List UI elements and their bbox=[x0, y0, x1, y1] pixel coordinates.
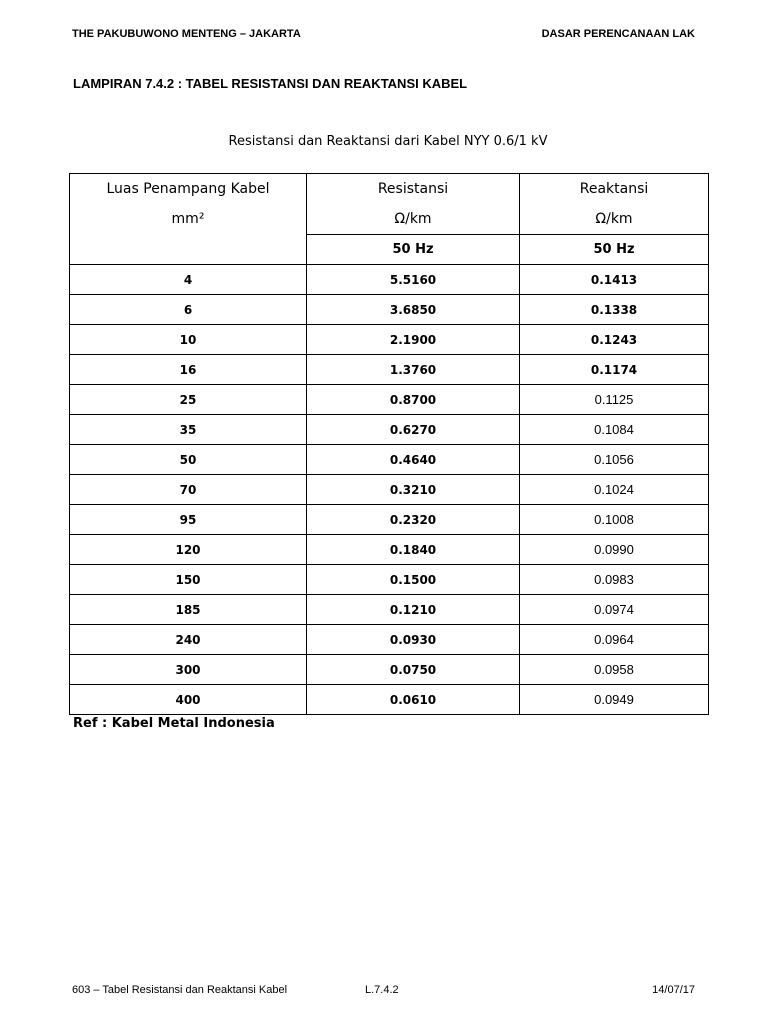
cell-reactance: 0.1084 bbox=[520, 415, 709, 445]
table-row bbox=[70, 445, 709, 475]
cell-cross-section: 10 bbox=[70, 325, 307, 355]
table-row bbox=[70, 475, 709, 505]
cell-resistance: 0.1500 bbox=[307, 565, 520, 595]
cell-reactance: 0.0983 bbox=[520, 565, 709, 595]
cell-cross-section: 120 bbox=[70, 535, 307, 565]
table-row bbox=[70, 625, 709, 655]
cell-resistance: 0.2320 bbox=[307, 505, 520, 535]
cell-resistance: 0.1210 bbox=[307, 595, 520, 625]
cell-cross-section: 150 bbox=[70, 565, 307, 595]
cell-cross-section: 35 bbox=[70, 415, 307, 445]
cell-resistance: 3.6850 bbox=[307, 295, 520, 325]
table-row bbox=[70, 325, 709, 355]
header-document-name: DASAR PERENCANAAN LAK bbox=[541, 28, 695, 40]
cell-reactance: 0.1338 bbox=[520, 295, 709, 325]
header-reactance bbox=[520, 174, 709, 235]
header-project-name: THE PAKUBUWONO MENTENG – JAKARTA bbox=[72, 28, 301, 40]
table-row bbox=[70, 415, 709, 445]
cell-reactance: 0.1174 bbox=[520, 355, 709, 385]
cell-resistance: 5.5160 bbox=[307, 265, 520, 295]
cell-reactance: 0.1125 bbox=[520, 385, 709, 415]
cell-cross-section: 70 bbox=[70, 475, 307, 505]
table-row bbox=[70, 265, 709, 295]
cell-cross-section: 50 bbox=[70, 445, 307, 475]
footer-page-code: L.7.4.2 bbox=[365, 984, 399, 996]
cell-reactance: 0.0974 bbox=[520, 595, 709, 625]
table-row bbox=[70, 385, 709, 415]
header-reactance-frequency: 50 Hz bbox=[520, 235, 709, 265]
header-resistance bbox=[307, 174, 520, 235]
cell-cross-section: 240 bbox=[70, 625, 307, 655]
table-row bbox=[70, 355, 709, 385]
table-row bbox=[70, 565, 709, 595]
cell-reactance: 0.0990 bbox=[520, 535, 709, 565]
cell-resistance: 0.3210 bbox=[307, 475, 520, 505]
header-cross-section-title: Luas Penampang Kabel bbox=[106, 181, 270, 197]
cell-resistance: 0.1840 bbox=[307, 535, 520, 565]
cell-resistance: 1.3760 bbox=[307, 355, 520, 385]
cell-cross-section: 4 bbox=[70, 265, 307, 295]
header-reactance-unit: Ω/km bbox=[595, 211, 633, 227]
cell-reactance: 0.1413 bbox=[520, 265, 709, 295]
cell-resistance: 0.4640 bbox=[307, 445, 520, 475]
cell-reactance: 0.1024 bbox=[520, 475, 709, 505]
cell-cross-section: 300 bbox=[70, 655, 307, 685]
header-cross-section-unit: mm² bbox=[171, 211, 205, 227]
cell-resistance: 0.6270 bbox=[307, 415, 520, 445]
cell-resistance: 0.0930 bbox=[307, 625, 520, 655]
table-header-row bbox=[70, 174, 709, 235]
cell-reactance: 0.1056 bbox=[520, 445, 709, 475]
cell-reactance: 0.0958 bbox=[520, 655, 709, 685]
cell-resistance: 0.8700 bbox=[307, 385, 520, 415]
cell-cross-section: 185 bbox=[70, 595, 307, 625]
header-resistance-title: Resistansi bbox=[377, 181, 449, 197]
cable-table bbox=[69, 173, 709, 715]
table-row bbox=[70, 295, 709, 325]
cell-reactance: 0.0949 bbox=[520, 685, 709, 715]
cell-reactance: 0.0964 bbox=[520, 625, 709, 655]
attachment-title: LAMPIRAN 7.4.2 : TABEL RESISTANSI DAN REAKTANSI KABEL bbox=[73, 76, 468, 91]
table-row bbox=[70, 655, 709, 685]
header-resistance-frequency: 50 Hz bbox=[307, 235, 520, 265]
table-row bbox=[70, 595, 709, 625]
header-cross-section bbox=[70, 174, 307, 265]
table-row bbox=[70, 505, 709, 535]
cell-resistance: 0.0610 bbox=[307, 685, 520, 715]
table-caption: Resistansi dan Reaktansi dari Kabel NYY 0.6/1 kV bbox=[228, 134, 548, 149]
cell-cross-section: 25 bbox=[70, 385, 307, 415]
table-row bbox=[70, 535, 709, 565]
cell-reactance: 0.1243 bbox=[520, 325, 709, 355]
header-resistance-unit: Ω/km bbox=[394, 211, 432, 227]
cell-cross-section: 16 bbox=[70, 355, 307, 385]
cell-cross-section: 6 bbox=[70, 295, 307, 325]
cell-reactance: 0.1008 bbox=[520, 505, 709, 535]
reference-note: Ref : Kabel Metal Indonesia bbox=[73, 716, 275, 731]
cell-resistance: 0.0750 bbox=[307, 655, 520, 685]
table-row bbox=[70, 685, 709, 715]
cell-resistance: 2.1900 bbox=[307, 325, 520, 355]
cell-cross-section: 400 bbox=[70, 685, 307, 715]
footer-document-title: 603 – Tabel Resistansi dan Reaktansi Kabel bbox=[72, 984, 288, 996]
footer-date: 14/07/17 bbox=[652, 984, 695, 996]
header-reactance-title: Reaktansi bbox=[579, 181, 649, 197]
cell-cross-section: 95 bbox=[70, 505, 307, 535]
